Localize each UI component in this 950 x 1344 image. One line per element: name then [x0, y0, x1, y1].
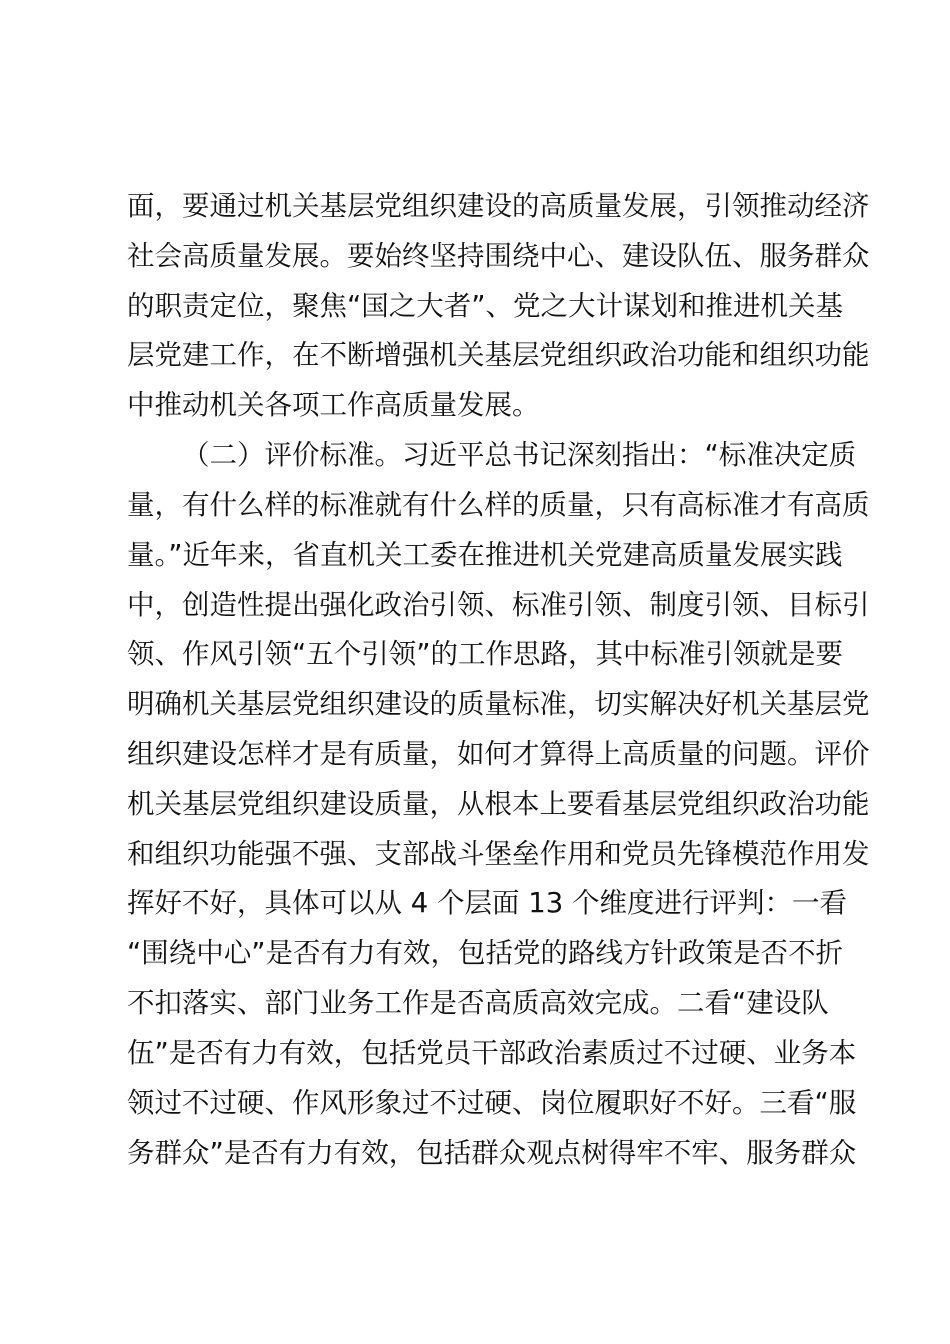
text-line: 面，要通过机关基层党组织建设的高质量发展，引领推动经济: [127, 190, 870, 222]
text-line: 层党建工作，在不断增强机关基层党组织政治功能和组织功能: [127, 339, 870, 371]
text-line: 领过不过硬、作风形象过不过硬、岗位履职好不好。三看“服: [127, 1087, 857, 1119]
text-line: 领、作风引领“五个引领”的工作思路，其中标准引领就是要: [127, 638, 843, 670]
text-line: 中，创造性提出强化政治引领、标准引领、制度引领、目标引: [127, 589, 870, 621]
text-line: 社会高质量发展。要始终坚持围绕中心、建设队伍、服务群众: [127, 240, 870, 272]
text-line: 务群众”是否有力有效，包括群众观点树得牢不牢、服务群众: [127, 1137, 857, 1169]
text-line: “围绕中心”是否有力有效，包括党的路线方针政策是否不折: [127, 937, 843, 969]
text-line: 伍”是否有力有效，包括党员干部政治素质过不过硬、业务本: [127, 1037, 857, 1069]
text-line: 和组织功能强不强、支部战斗堡垒作用和党员先锋模范作用发: [127, 838, 870, 870]
section-heading-line: （二）评价标准。习近平总书记深刻指出：“标准决定质: [182, 439, 857, 471]
text-line: 组织建设怎样才是有质量，如何才算得上高质量的问题。评价: [127, 738, 870, 770]
text-line: 量，有什么样的标准就有什么样的质量，只有高标准才有高质: [127, 489, 870, 521]
text-line: 的职责定位，聚焦“国之大者”、党之大计谋划和推进机关基: [127, 290, 843, 322]
text-line: 挥好不好，具体可以从 4 个层面 13 个维度进行评判：一看: [127, 887, 847, 919]
text-line: 明确机关基层党组织建设的质量标准，切实解决好机关基层党: [127, 688, 870, 720]
text-line: 机关基层党组织建设质量，从根本上要看基层党组织政治功能: [127, 788, 870, 820]
text-line: 中推动机关各项工作高质量发展。: [127, 389, 540, 421]
text-line: 量。”近年来，省直机关工委在推进机关党建高质量发展实践: [127, 539, 843, 571]
text-line: 不扣落实、部门业务工作是否高质高效完成。二看“建设队: [127, 987, 829, 1019]
